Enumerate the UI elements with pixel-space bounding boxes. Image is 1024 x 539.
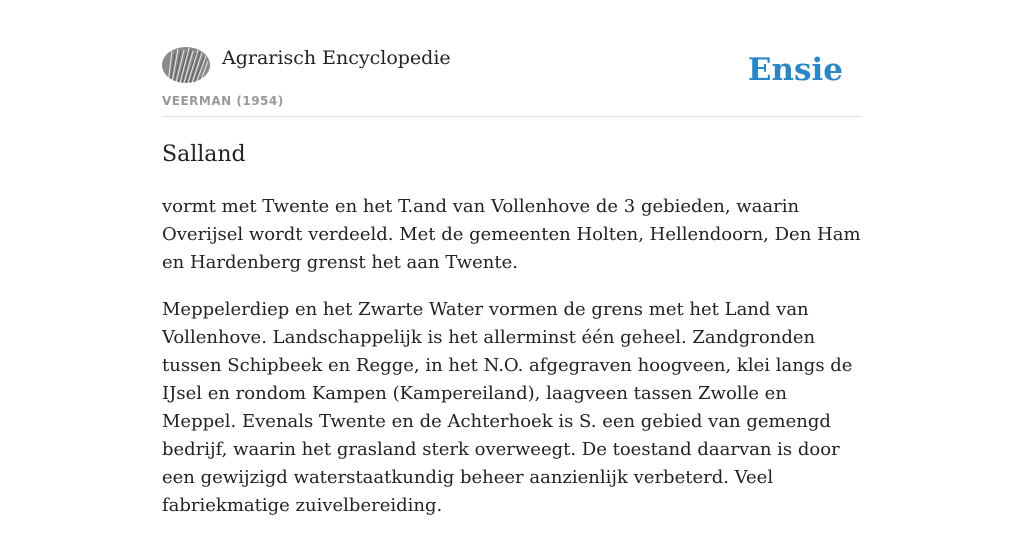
paragraph: Meppelerdiep en het Zwarte Water vormen de grens met het Land van Vollenhove. Landschappelijk is het allerminst één geheel. Zandgronden tussen Schipbeek en Regge, in het N.O. afgegraven hoogveen, klei langs de IJsel en rondom Kampen (Kampereiland), laagveen tassen Zwolle en Meppel. Evenals Twente en de Achterhoek is S. een gebied van gemengd bedrijf, waarin het grasland sterk overweegt. De toestand daarvan is door een gewijzigd waterstaatkundig beheer aanzienlijk verbeterd. Veel fabriekmatige zuivelbereiding.: [162, 299, 853, 516]
wheat-logo-icon[interactable]: [162, 47, 210, 83]
page-container: [162, 0, 862, 516]
brand-logo[interactable]: Ensie: [747, 52, 843, 88]
author-source: VEERMAN (1954): [162, 94, 284, 108]
header: [162, 0, 862, 117]
site-title[interactable]: Agrarisch Encyclopedie: [222, 47, 451, 69]
page-title: Salland: [162, 142, 246, 167]
paragraph: vormt met Twente en het T.and van Vollenhove de 3 gebieden, waarin Overijsel wordt verdeeld. Met de gemeenten Holten, Hellendoorn, Den Ham en Hardenberg grenst het aan Twente.: [162, 196, 861, 273]
entry-body: [162, 193, 862, 539]
